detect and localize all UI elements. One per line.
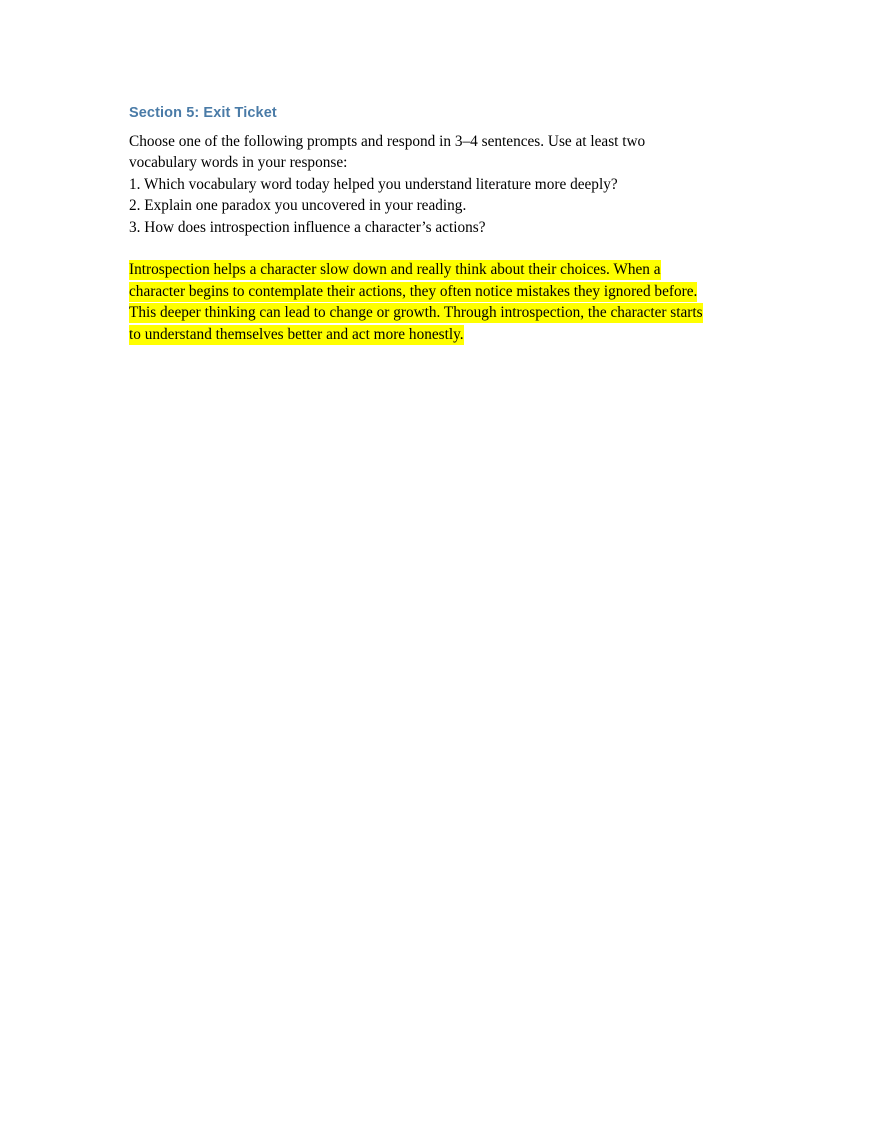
instructions-text: Choose one of the following prompts and respond in 3–4 sentences. Use at least two vocabulary words in your response:	[129, 132, 646, 172]
prompt-item-2: 2. Explain one paradox you uncovered in your reading.	[129, 197, 467, 215]
prompt-item-3: 3. How does introspection influence a character’s actions?	[129, 218, 486, 236]
student-answer-paragraph	[129, 259, 715, 345]
prompt-item-1: 1. Which vocabulary word today helped you understand literature more deeply?	[129, 175, 618, 193]
highlighted-answer-text: Introspection helps a character slow down and really think about their choices. When a character begins to contemplate their actions, they often notice mistakes they ignored before. This deeper thinking can lead to change or growth. Through introspection, the character starts to understand themselves better and act more honestly.	[129, 261, 703, 343]
document-content	[129, 104, 729, 345]
section-heading: Section 5: Exit Ticket	[129, 105, 277, 121]
